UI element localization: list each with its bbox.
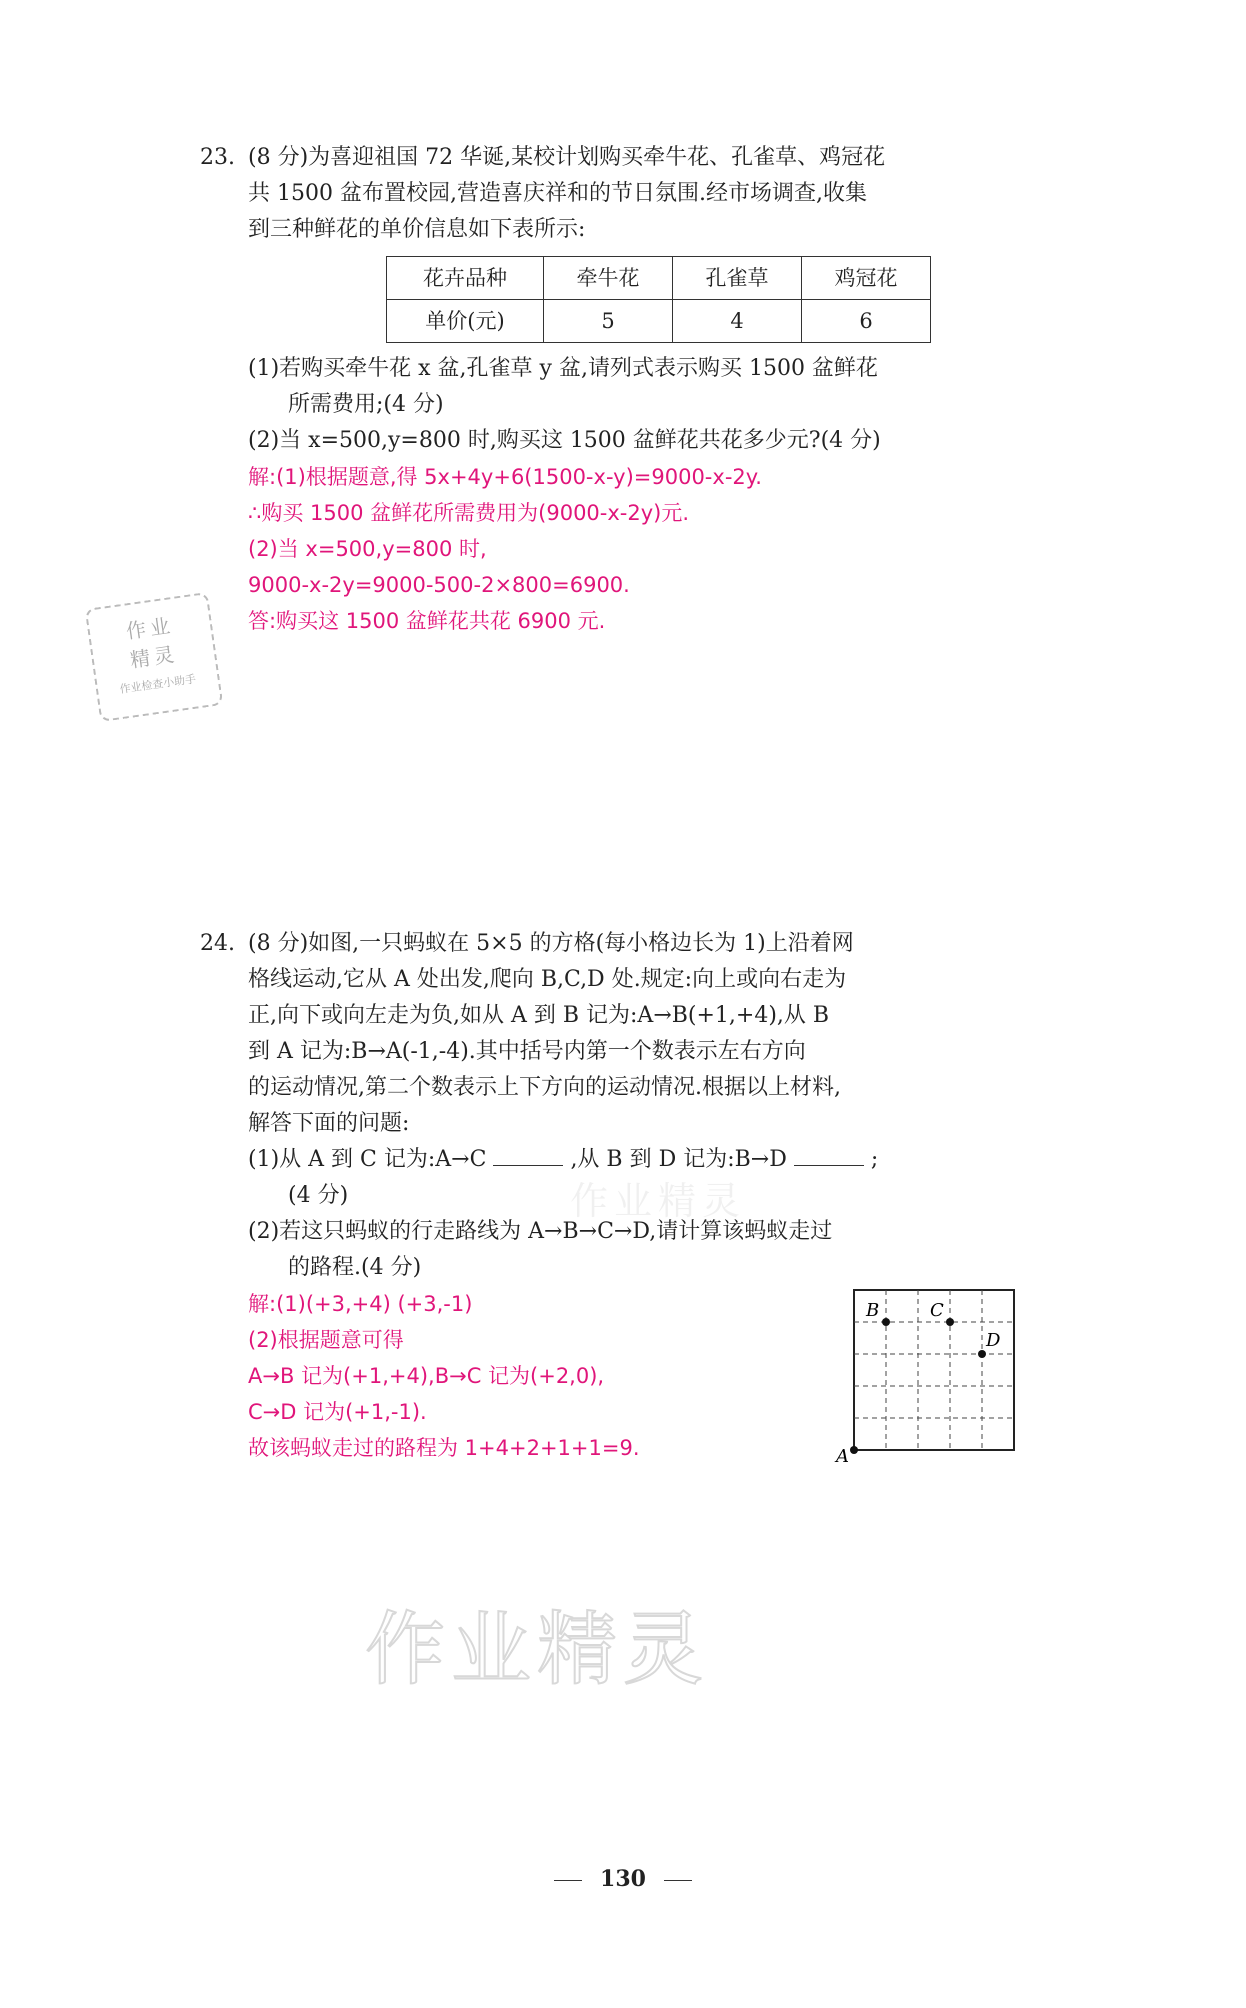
table-cell: 5 xyxy=(544,300,673,343)
question-23 xyxy=(200,140,1018,639)
point-c xyxy=(946,1318,954,1326)
sub-question-1-cont: (4 分) xyxy=(288,1183,349,1208)
point-d xyxy=(978,1350,986,1358)
table-cell: 鸡冠花 xyxy=(802,257,931,300)
question-text: 正,向下或向左走为负,如从 A 到 B 记为:A→B(+1,+4),从 B xyxy=(248,1003,830,1028)
sub-question-1-cont: 所需费用;(4 分) xyxy=(288,392,444,417)
label-a: A xyxy=(836,1446,849,1463)
sub-question-2: (2)当 x=500,y=800 时,购买这 1500 盆鲜花共花多少元?(4 分) xyxy=(248,428,881,453)
table-cell: 6 xyxy=(802,300,931,343)
answer-line: 故该蚂蚁走过的路程为 1+4+2+1+1=9. xyxy=(248,1436,640,1460)
table-header-row xyxy=(387,257,931,300)
stamp-text: 精灵 xyxy=(128,641,180,673)
answer-blank xyxy=(794,1143,864,1166)
point-b xyxy=(882,1318,890,1326)
table-cell: 孔雀草 xyxy=(673,257,802,300)
label-c: C xyxy=(930,1300,944,1321)
question-text: 的运动情况,第二个数表示上下方向的运动情况.根据以上材料, xyxy=(248,1075,841,1100)
watermark-mid: 作业精灵 xyxy=(570,1179,747,1223)
label-d: D xyxy=(986,1330,1001,1351)
answer-line: A→B 记为(+1,+4),B→C 记为(+2,0), xyxy=(248,1364,605,1388)
page-number-text: 130 xyxy=(600,1866,646,1892)
question-number: 24. xyxy=(200,931,235,956)
question-text: 解答下面的问题: xyxy=(248,1111,410,1136)
sub-question-text: (1)从 A 到 C 记为:A→C xyxy=(248,1147,487,1172)
answer-line: 解:(1)根据题意,得 5x+4y+6(1500-x-y)=9000-x-2y. xyxy=(248,465,762,489)
answer-line: (2)根据题意可得 xyxy=(248,1328,404,1352)
table-row xyxy=(387,300,931,343)
grid-figure xyxy=(830,1288,1020,1463)
answer-block xyxy=(248,1286,808,1466)
divider xyxy=(554,1880,582,1881)
question-number: 23. xyxy=(200,145,235,170)
question-text: 到 A 记为:B→A(-1,-4).其中括号内第一个数表示左右方向 xyxy=(248,1039,806,1064)
answer-line: ∴购买 1500 盆鲜花所需费用为(9000-x-2y)元. xyxy=(248,501,690,525)
table-cell: 牵牛花 xyxy=(544,257,673,300)
sub-question-2: (2)若这只蚂蚁的行走路线为 A→B→C→D,请计算该蚂蚁走过 xyxy=(248,1219,833,1244)
page-number xyxy=(0,1866,1246,1892)
table-cell: 4 xyxy=(673,300,802,343)
question-text: 格线运动,它从 A 处出发,爬向 B,C,D 处.规定:向上或向右走为 xyxy=(248,967,847,992)
question-text: 共 1500 盆布置校园,营造喜庆祥和的节日氛围.经市场调查,收集 xyxy=(248,181,867,206)
table-cell: 单价(元) xyxy=(387,300,544,343)
sub-question-text: ,从 B 到 D 记为:B→D xyxy=(570,1147,787,1172)
answer-line: 答:购买这 1500 盆鲜花共花 6900 元. xyxy=(248,609,606,633)
answer-line: (2)当 x=500,y=800 时, xyxy=(248,537,487,561)
answer-line: 解:(1)(+3,+4) (+3,-1) xyxy=(248,1292,473,1316)
price-table xyxy=(386,256,931,343)
answer-block xyxy=(248,459,1018,639)
sub-question-1: (1)若购买牵牛花 x 盆,孔雀草 y 盆,请列式表示购买 1500 盆鲜花 xyxy=(248,356,878,381)
answer-line: C→D 记为(+1,-1). xyxy=(248,1400,427,1424)
question-text: 到三种鲜花的单价信息如下表所示: xyxy=(248,217,586,242)
answer-blank xyxy=(493,1143,563,1166)
point-a xyxy=(850,1446,858,1454)
stamp-text: 作业检查小助手 xyxy=(118,672,197,697)
table-cell: 花卉品种 xyxy=(387,257,544,300)
answer-line: 9000-x-2y=9000-500-2×800=6900. xyxy=(248,573,630,597)
watermark: 作业精灵 xyxy=(365,1603,709,1696)
stamp-logo xyxy=(85,592,224,722)
question-text: (8 分)如图,一只蚂蚁在 5×5 的方格(每小格边长为 1)上沿着网 xyxy=(248,931,854,956)
stamp-text: 作业 xyxy=(124,613,176,644)
grid-svg xyxy=(830,1288,1020,1463)
sub-question-text: ; xyxy=(870,1147,879,1172)
question-text: (8 分)为喜迎祖国 72 华诞,某校计划购买牵牛花、孔雀草、鸡冠花 xyxy=(248,145,886,170)
divider xyxy=(664,1880,692,1881)
label-b: B xyxy=(866,1300,880,1321)
sub-question-2-cont: 的路程.(4 分) xyxy=(288,1255,422,1280)
